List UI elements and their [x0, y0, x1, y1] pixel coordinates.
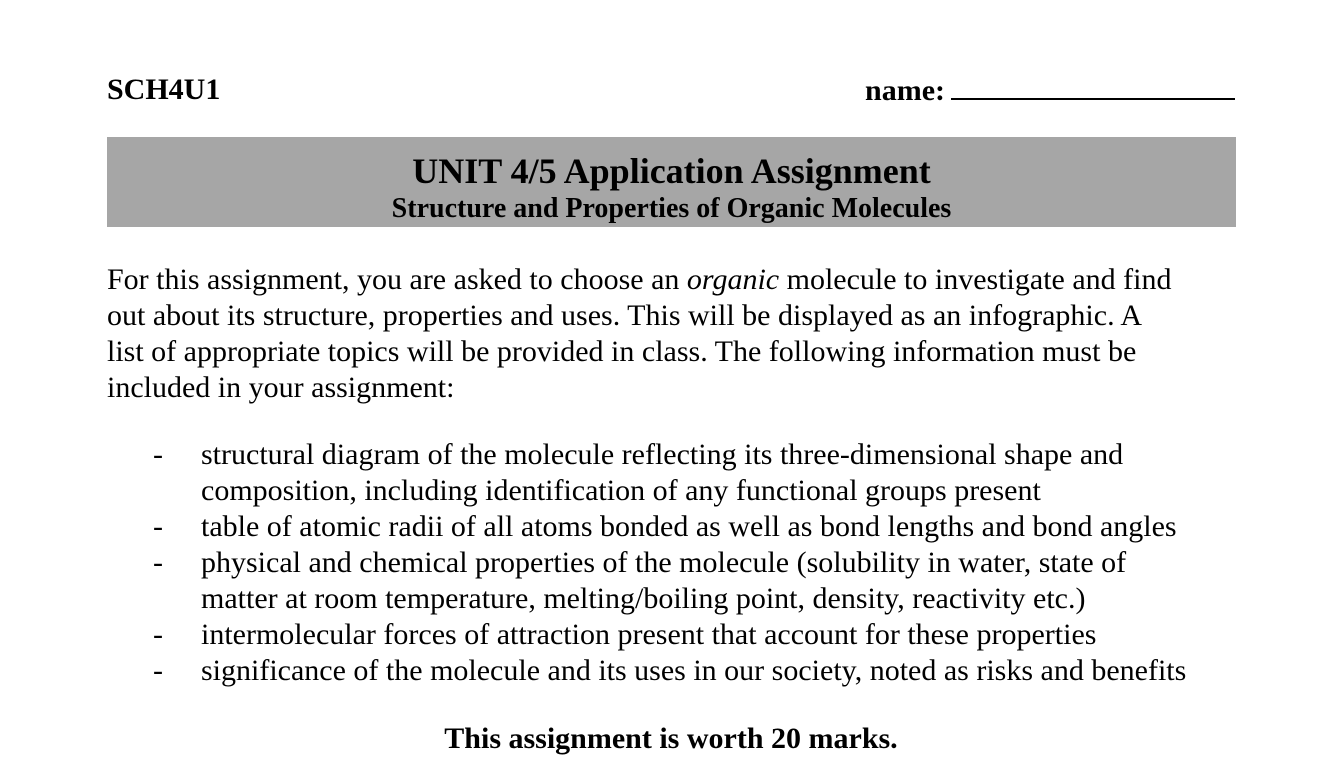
list-bullet: - [153, 438, 163, 471]
course-code: SCH4U1 [107, 73, 221, 106]
page-title: UNIT 4/5 Application Assignment [412, 151, 931, 191]
list-item-text [201, 437, 1324, 509]
list-item [0, 653, 1324, 689]
list-item-text [201, 653, 1324, 689]
list-item [0, 617, 1324, 653]
list-item-line: physical and chemical properties of the molecule (solubility in water, state of [201, 546, 1127, 579]
list-item-line: significance of the molecule and its uses in our society, noted as risks and benefits [201, 654, 1187, 687]
intro-line: included in your assignment: [107, 371, 455, 404]
list-item [0, 545, 1324, 617]
intro-text: molecule to investigate and find [779, 263, 1172, 296]
page-subtitle: Structure and Properties of Organic Molecules [391, 193, 952, 224]
list-item [0, 437, 1324, 509]
intro-emphasis: organic [686, 263, 780, 296]
list-item [0, 509, 1324, 545]
list-bullet: - [153, 654, 163, 687]
list-item-text [201, 545, 1324, 617]
list-item-line: table of atomic radii of all atoms bonded as well as bond lengths and bond angles [201, 510, 1177, 543]
list-bullet: - [153, 510, 163, 543]
list-bullet: - [153, 618, 163, 651]
list-item-line: matter at room temperature, melting/boiling point, density, reactivity etc.) [201, 582, 1086, 615]
list-item-line: structural diagram of the molecule reflecting its three-dimensional shape and [201, 438, 1124, 471]
header-row [107, 70, 1235, 110]
requirements-list [0, 437, 1324, 689]
intro-line: list of appropriate topics will be provided in class. The following information must be [107, 335, 1137, 368]
intro-paragraph [107, 262, 1237, 406]
name-label: name: [865, 74, 945, 107]
intro-line: out about its structure, properties and uses. This will be displayed as an infographic. A [107, 299, 1143, 332]
name-blank-line [951, 70, 1235, 100]
intro-text: For this assignment, you are asked to choose an [107, 263, 687, 296]
list-item-line: intermolecular forces of attraction present that account for these properties [201, 618, 1097, 651]
list-item-line: composition, including identification of any functional groups present [201, 474, 1041, 507]
marks-note: This assignment is worth 20 marks. [444, 722, 898, 755]
title-banner [107, 137, 1236, 227]
list-item-text [201, 617, 1324, 653]
intro-line [107, 262, 1237, 298]
list-item-text [201, 509, 1324, 545]
name-field [865, 70, 1235, 111]
list-bullet: - [153, 546, 163, 579]
